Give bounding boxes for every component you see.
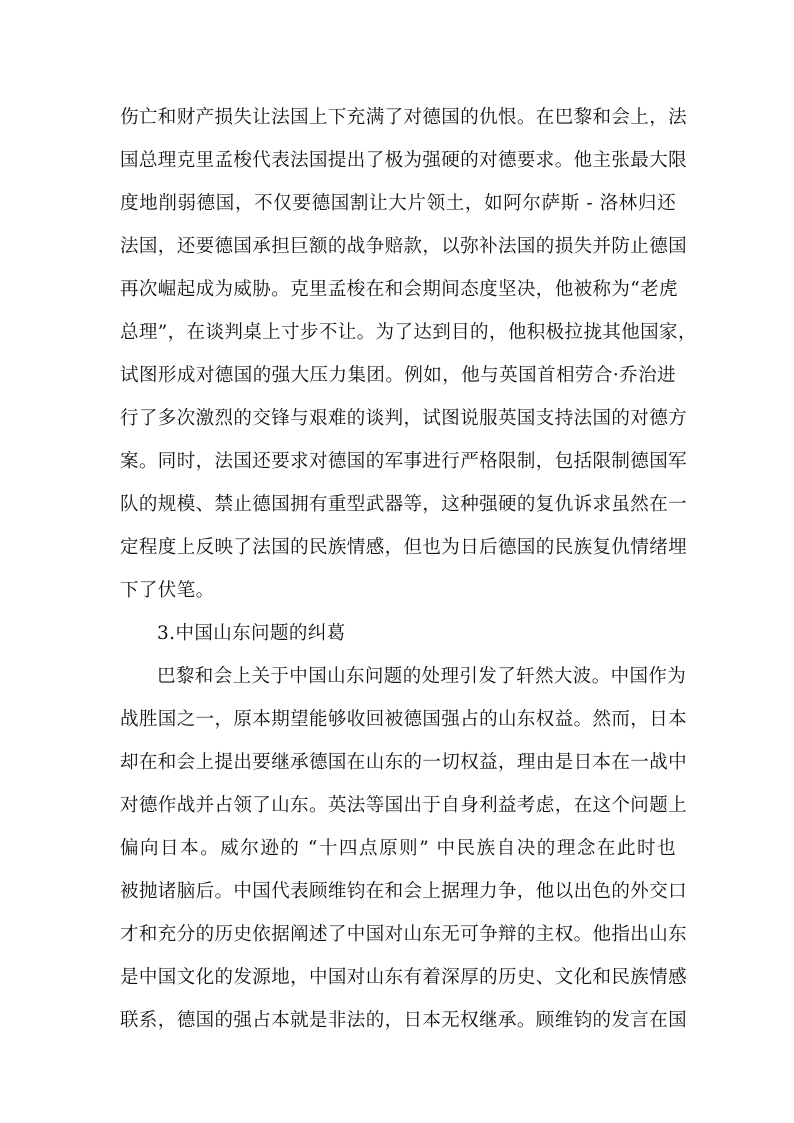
text-line: 对德作战并占领了山东。英法等国出于自身利益考虑，在这个问题上 [120,795,688,816]
text-line: 队的规模、禁止德国拥有重型武器等，这种强硬的复仇诉求虽然在一 [120,494,688,515]
text-line: 偏向日本。威尔逊的 “十四点原则” 中民族自决的理念在此时也 [120,838,676,859]
text-line: 试图形成对德国的强大压力集团。例如，他与英国首相劳合·乔治进 [120,365,676,386]
section-heading: 3.中国山东问题的纠葛 [157,623,346,644]
text-line: 却在和会上提出要继承德国在山东的一切权益，理由是日本在一战中 [120,752,688,773]
text-line: 国总理克里孟梭代表法国提出了极为强硬的对德要求。他主张最大限 [120,150,688,171]
text-line: 伤亡和财产损失让法国上下充满了对德国的仇恨。在巴黎和会上，法 [120,107,688,128]
text-line: 联系，德国的强占本就是非法的，日本无权继承。顾维钧的发言在国 [120,1010,688,1031]
text-line: 战胜国之一，原本期望能够收回被德国强占的山东权益。然而，日本 [120,709,688,730]
text-line: 下了伏笔。 [120,580,215,601]
text-line: 定程度上反映了法国的民族情感，但也为日后德国的民族复仇情绪埋 [120,537,688,558]
text-line: 行了多次激烈的交锋与艰难的谈判，试图说服英国支持法国的对德方 [120,408,688,429]
text-line: 被抛诸脑后。中国代表顾维钧在和会上据理力争，他以出色的外交口 [120,881,688,902]
text-line: 巴黎和会上关于中国山东问题的处理引发了轩然大波。中国作为 [157,666,687,687]
text-line: 才和充分的历史依据阐述了中国对山东无可争辩的主权。他指出山东 [120,924,688,945]
text-line: 再次崛起成为威胁。克里孟梭在和会期间态度坚决，他被称为“老虎 [120,279,678,300]
text-line: 是中国文化的发源地，中国对山东有着深厚的历史、文化和民族情感 [120,967,688,988]
text-line: 总理”，在谈判桌上寸步不让。为了达到目的，他积极拉拢其他国家， [120,322,697,343]
text-line: 法国，还要德国承担巨额的战争赔款，以弥补法国的损失并防止德国 [120,236,688,257]
body-text [120,96,697,1042]
text-line: 案。同时，法国还要求对德国的军事进行严格限制，包括限制德国军 [120,451,688,472]
text-line: 度地削弱德国，不仅要德国割让大片领土，如阿尔萨斯 - 洛林归还 [120,193,676,214]
